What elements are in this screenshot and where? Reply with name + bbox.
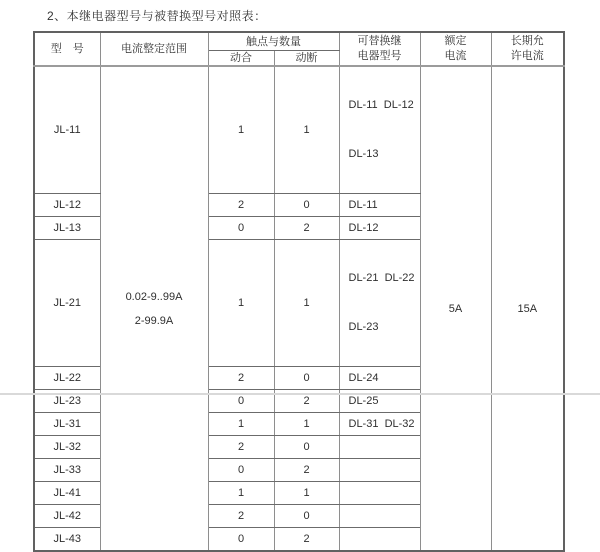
cell-rated-current-merged: 5A [420, 66, 491, 551]
cell-replaceable [339, 505, 420, 528]
col-header-rated-line2: 电流 [444, 50, 467, 62]
replaceable-line2: DL-23 [348, 321, 379, 333]
col-header-rated-line1: 额定 [444, 35, 467, 47]
cell-replaceable: DL-25 [339, 390, 420, 413]
col-header-normally-closed: 动断 [274, 51, 339, 67]
cell-normally-open: 2 [208, 505, 274, 528]
cell-model: JL-23 [34, 390, 100, 413]
cell-normally-open: 1 [208, 66, 274, 194]
page-bottom-divider [0, 393, 600, 395]
cell-replaceable [339, 482, 420, 505]
col-header-longterm-line1: 长期允 [510, 35, 544, 47]
cell-model: JL-12 [34, 194, 100, 217]
cell-normally-open: 1 [208, 413, 274, 436]
cell-normally-closed: 2 [274, 217, 339, 240]
cell-normally-open: 1 [208, 240, 274, 367]
col-header-replaceable [339, 32, 420, 66]
cell-normally-open: 0 [208, 459, 274, 482]
cell-model: JL-31 [34, 413, 100, 436]
replaceable-line1: DL-11 DL-12 [348, 99, 414, 111]
cell-normally-open: 0 [208, 217, 274, 240]
relay-comparison-table [33, 31, 565, 552]
cell-replaceable [339, 528, 420, 552]
cell-normally-open: 1 [208, 482, 274, 505]
cell-replaceable [339, 240, 420, 367]
cell-normally-open: 2 [208, 367, 274, 390]
cell-longterm-current-merged: 15A [491, 66, 564, 551]
cell-model: JL-33 [34, 459, 100, 482]
col-header-replaceable-line1: 可替换继 [357, 35, 402, 47]
cell-replaceable: DL-24 [339, 367, 420, 390]
cell-replaceable: DL-31 DL-32 [339, 413, 420, 436]
cell-normally-closed: 0 [274, 367, 339, 390]
cell-normally-closed: 1 [274, 66, 339, 194]
col-header-rated-current [420, 32, 491, 66]
cell-model: JL-13 [34, 217, 100, 240]
cell-replaceable [339, 66, 420, 194]
current-range-line1: 0.02-9..99A [125, 290, 183, 303]
cell-normally-closed: 1 [274, 413, 339, 436]
cell-current-range-merged [100, 66, 208, 551]
cell-normally-open: 0 [208, 390, 274, 413]
cell-normally-closed: 1 [274, 240, 339, 367]
col-header-normally-open: 动合 [208, 51, 274, 67]
cell-replaceable: DL-11 [339, 194, 420, 217]
cell-normally-closed: 2 [274, 459, 339, 482]
cell-model: JL-11 [34, 66, 100, 194]
cell-normally-open: 2 [208, 194, 274, 217]
cell-normally-closed: 0 [274, 505, 339, 528]
cell-normally-closed: 2 [274, 528, 339, 552]
col-header-current-range: 电流整定范围 [100, 32, 208, 66]
header-row-1 [34, 32, 564, 51]
table-row-jl11 [34, 66, 564, 194]
col-header-longterm-current [491, 32, 564, 66]
replaceable-line1: DL-21 DL-22 [348, 272, 415, 284]
col-header-replaceable-line2: 电器型号 [357, 50, 402, 62]
col-header-contacts-group: 触点与数量 [208, 32, 339, 51]
cell-model: JL-43 [34, 528, 100, 552]
cell-model: JL-32 [34, 436, 100, 459]
cell-model: JL-21 [34, 240, 100, 367]
cell-model: JL-41 [34, 482, 100, 505]
cell-normally-closed: 0 [274, 194, 339, 217]
col-header-model: 型 号 [34, 32, 100, 66]
cell-replaceable: DL-12 [339, 217, 420, 240]
col-header-longterm-line2: 许电流 [510, 50, 544, 62]
cell-model: JL-42 [34, 505, 100, 528]
cell-normally-closed: 2 [274, 390, 339, 413]
cell-normally-open: 0 [208, 528, 274, 552]
cell-normally-open: 2 [208, 436, 274, 459]
current-range-line2: 2-99.9A [134, 314, 174, 327]
replaceable-line2: DL-13 [348, 148, 379, 160]
section-title: 2、本继电器型号与被替换型号对照表： [47, 9, 267, 23]
cell-normally-closed: 0 [274, 436, 339, 459]
cell-model: JL-22 [34, 367, 100, 390]
cell-normally-closed: 1 [274, 482, 339, 505]
cell-replaceable [339, 436, 420, 459]
cell-replaceable [339, 459, 420, 482]
